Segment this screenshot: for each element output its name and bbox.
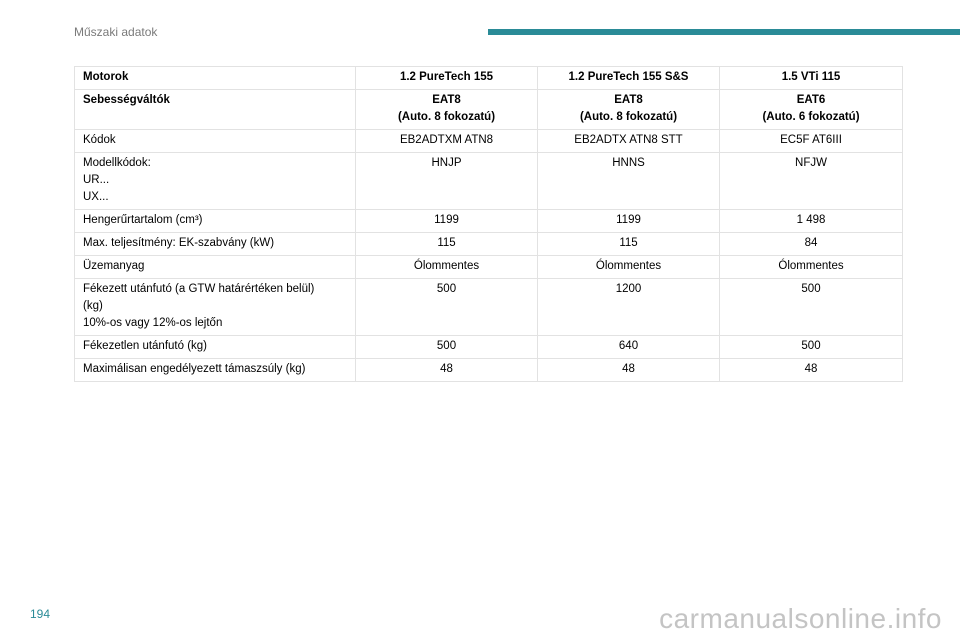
table-row bbox=[75, 336, 903, 359]
page-number: 194 bbox=[30, 607, 51, 621]
table-row bbox=[75, 153, 903, 210]
table-cell: 84 bbox=[720, 233, 903, 256]
row-label: Maximálisan engedélyezett támaszsúly (kg) bbox=[75, 359, 356, 382]
header-cell-engine-1: 1.2 PureTech 155 bbox=[356, 67, 538, 90]
table-cell: 1 498 bbox=[720, 210, 903, 233]
row-label: Fékezett utánfutó (a GTW határértéken belül) (kg) 10%-os vagy 12%-os lejtőn bbox=[75, 279, 356, 336]
table-cell: EC5F AT6III bbox=[720, 130, 903, 153]
table-cell: 115 bbox=[356, 233, 538, 256]
table-cell: HNJP bbox=[356, 153, 538, 210]
table-cell: 640 bbox=[538, 336, 720, 359]
header-cell-engine-3: 1.5 VTi 115 bbox=[720, 67, 903, 90]
table-cell: 1199 bbox=[538, 210, 720, 233]
table-cell: EB2ADTX ATN8 STT bbox=[538, 130, 720, 153]
table-cell: 500 bbox=[720, 279, 903, 336]
gearbox-cell-2: EAT8 (Auto. 8 fokozatú) bbox=[538, 90, 720, 130]
table-row bbox=[75, 233, 903, 256]
table-cell: NFJW bbox=[720, 153, 903, 210]
gearbox-label: Sebességváltók bbox=[75, 90, 356, 130]
row-label: Fékezetlen utánfutó (kg) bbox=[75, 336, 356, 359]
table-cell: EB2ADTXM ATN8 bbox=[356, 130, 538, 153]
gearbox-cell-1: EAT8 (Auto. 8 fokozatú) bbox=[356, 90, 538, 130]
header-cell-engines: Motorok bbox=[75, 67, 356, 90]
header-cell-engine-2: 1.2 PureTech 155 S&S bbox=[538, 67, 720, 90]
table-cell: Ólommentes bbox=[356, 256, 538, 279]
table-header-row bbox=[75, 67, 903, 90]
table-row bbox=[75, 256, 903, 279]
table-cell: 48 bbox=[720, 359, 903, 382]
table-cell: Ólommentes bbox=[538, 256, 720, 279]
table-cell: 48 bbox=[356, 359, 538, 382]
row-label: Max. teljesítmény: EK-szabvány (kW) bbox=[75, 233, 356, 256]
table-cell: 115 bbox=[538, 233, 720, 256]
watermark: carmanualsonline.info bbox=[659, 603, 942, 634]
table-cell: HNNS bbox=[538, 153, 720, 210]
row-label: Modellkódok: UR... UX... bbox=[75, 153, 356, 210]
section-title: Műszaki adatok bbox=[74, 25, 158, 39]
table-cell: 500 bbox=[356, 279, 538, 336]
table-row bbox=[75, 210, 903, 233]
gearbox-row bbox=[75, 90, 903, 130]
table-cell: 500 bbox=[720, 336, 903, 359]
engine-spec-table bbox=[74, 66, 903, 382]
table-cell: Ólommentes bbox=[720, 256, 903, 279]
table-row bbox=[75, 359, 903, 382]
table-cell: 1200 bbox=[538, 279, 720, 336]
row-label: Hengerűrtartalom (cm³) bbox=[75, 210, 356, 233]
table-row bbox=[75, 130, 903, 153]
table-cell: 500 bbox=[356, 336, 538, 359]
header-accent-bar bbox=[488, 29, 960, 35]
gearbox-cell-3: EAT6 (Auto. 6 fokozatú) bbox=[720, 90, 903, 130]
table-cell: 48 bbox=[538, 359, 720, 382]
row-label: Üzemanyag bbox=[75, 256, 356, 279]
row-label: Kódok bbox=[75, 130, 356, 153]
table-cell: 1199 bbox=[356, 210, 538, 233]
table-row bbox=[75, 279, 903, 336]
